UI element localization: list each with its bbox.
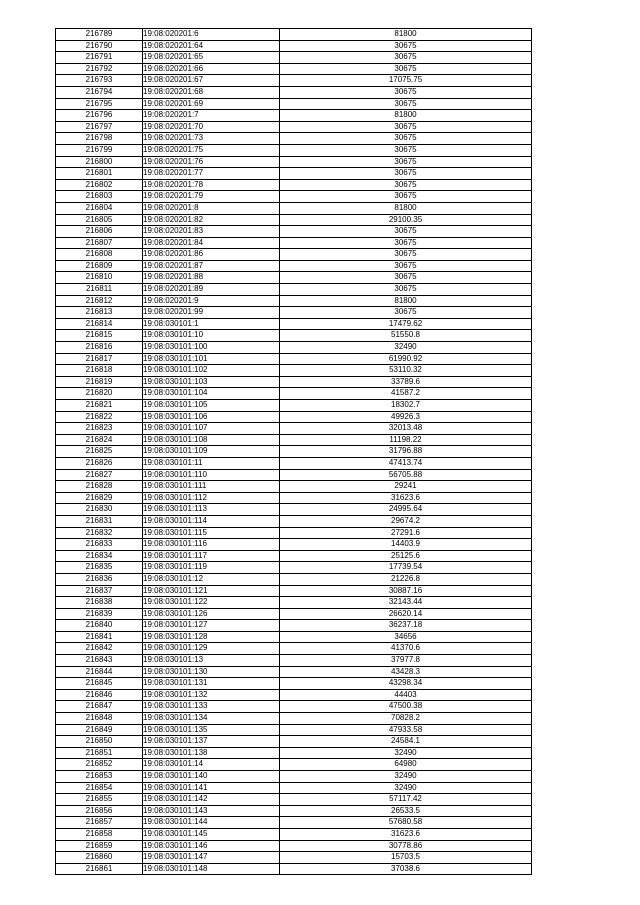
value-cell: 11198.22 [280,434,532,446]
table-row [56,423,532,435]
table-row [56,434,532,446]
row-number-cell: 216835 [56,562,143,574]
value-cell: 81800 [280,110,532,122]
table-row [56,655,532,667]
cadastral-number-cell: 19:08:030101:112 [143,492,280,504]
cadastral-number-cell: 19:08:020201:68 [143,86,280,98]
table-row [56,214,532,226]
row-number-cell: 216801 [56,168,143,180]
value-cell: 30675 [280,237,532,249]
cadastral-number-cell: 19:08:030101:115 [143,527,280,539]
cadastral-number-cell: 19:08:030101:116 [143,539,280,551]
table-row [56,457,532,469]
table-row [56,805,532,817]
value-cell: 24584.1 [280,736,532,748]
cadastral-number-cell: 19:08:030101:134 [143,713,280,725]
cadastral-number-cell: 19:08:020201:66 [143,63,280,75]
value-cell: 30675 [280,168,532,180]
cadastral-number-cell: 19:08:030101:13 [143,655,280,667]
cadastral-number-cell: 19:08:020201:84 [143,237,280,249]
table-row [56,771,532,783]
table-row [56,678,532,690]
value-cell: 30887.16 [280,585,532,597]
table-row [56,411,532,423]
value-cell: 17075.75 [280,75,532,87]
cadastral-number-cell: 19:08:020201:78 [143,179,280,191]
cadastral-number-cell: 19:08:030101:122 [143,597,280,609]
cadastral-number-cell: 19:08:030101:145 [143,828,280,840]
row-number-cell: 216859 [56,840,143,852]
cadastral-number-cell: 19:08:030101:132 [143,689,280,701]
row-number-cell: 216792 [56,63,143,75]
table-row [56,249,532,261]
table-row [56,121,532,133]
value-cell: 30675 [280,52,532,64]
value-cell: 70828.2 [280,713,532,725]
data-table [55,28,532,875]
cadastral-number-cell: 19:08:030101:1 [143,318,280,330]
row-number-cell: 216852 [56,759,143,771]
value-cell: 30675 [280,226,532,238]
row-number-cell: 216793 [56,75,143,87]
value-cell: 30675 [280,272,532,284]
value-cell: 49926.3 [280,411,532,423]
value-cell: 36237.18 [280,620,532,632]
table-row [56,75,532,87]
table-row [56,573,532,585]
row-number-cell: 216851 [56,747,143,759]
table-row [56,643,532,655]
row-number-cell: 216836 [56,573,143,585]
value-cell: 43428.3 [280,666,532,678]
table-row [56,86,532,98]
cadastral-number-cell: 19:08:030101:14 [143,759,280,771]
table-row [56,504,532,516]
row-number-cell: 216816 [56,342,143,354]
table-row [56,608,532,620]
value-cell: 53110.32 [280,365,532,377]
row-number-cell: 216818 [56,365,143,377]
value-cell: 30675 [280,121,532,133]
table-row [56,701,532,713]
table-row [56,63,532,75]
value-cell: 18302.7 [280,400,532,412]
cadastral-number-cell: 19:08:030101:144 [143,817,280,829]
table-row [56,585,532,597]
value-cell: 31623.6 [280,492,532,504]
value-cell: 21226.8 [280,573,532,585]
table-row [56,794,532,806]
row-number-cell: 216850 [56,736,143,748]
value-cell: 44403 [280,689,532,701]
row-number-cell: 216827 [56,469,143,481]
row-number-cell: 216842 [56,643,143,655]
cadastral-number-cell: 19:08:020201:99 [143,307,280,319]
table-row [56,817,532,829]
table-row [56,237,532,249]
value-cell: 26620.14 [280,608,532,620]
value-cell: 61990.92 [280,353,532,365]
row-number-cell: 216812 [56,295,143,307]
cadastral-number-cell: 19:08:030101:138 [143,747,280,759]
row-number-cell: 216831 [56,515,143,527]
row-number-cell: 216805 [56,214,143,226]
cadastral-number-cell: 19:08:030101:110 [143,469,280,481]
cadastral-number-cell: 19:08:020201:79 [143,191,280,203]
table-row [56,863,532,875]
row-number-cell: 216795 [56,98,143,110]
table-row [56,307,532,319]
value-cell: 81800 [280,202,532,214]
cadastral-number-cell: 19:08:030101:12 [143,573,280,585]
value-cell: 32013.48 [280,423,532,435]
table-row [56,840,532,852]
cadastral-number-cell: 19:08:030101:135 [143,724,280,736]
cadastral-number-cell: 19:08:030101:130 [143,666,280,678]
table-row [56,388,532,400]
table-row [56,353,532,365]
table-row [56,782,532,794]
table-row [56,400,532,412]
table-row [56,562,532,574]
row-number-cell: 216814 [56,318,143,330]
table-row [56,689,532,701]
row-number-cell: 216837 [56,585,143,597]
value-cell: 30675 [280,191,532,203]
value-cell: 30675 [280,179,532,191]
table-row [56,539,532,551]
row-number-cell: 216834 [56,550,143,562]
value-cell: 41587.2 [280,388,532,400]
value-cell: 33789.6 [280,376,532,388]
table-row [56,226,532,238]
cadastral-number-cell: 19:08:030101:102 [143,365,280,377]
cadastral-number-cell: 19:08:030101:146 [143,840,280,852]
row-number-cell: 216813 [56,307,143,319]
table-row [56,318,532,330]
table-row [56,110,532,122]
value-cell: 30778.86 [280,840,532,852]
table-row [56,852,532,864]
row-number-cell: 216815 [56,330,143,342]
value-cell: 31623.6 [280,828,532,840]
cadastral-number-cell: 19:08:030101:140 [143,771,280,783]
row-number-cell: 216803 [56,191,143,203]
cadastral-number-cell: 19:08:030101:108 [143,434,280,446]
row-number-cell: 216846 [56,689,143,701]
cadastral-number-cell: 19:08:030101:142 [143,794,280,806]
cadastral-number-cell: 19:08:020201:77 [143,168,280,180]
row-number-cell: 216810 [56,272,143,284]
row-number-cell: 216821 [56,400,143,412]
value-cell: 51550.8 [280,330,532,342]
row-number-cell: 216800 [56,156,143,168]
table-row [56,469,532,481]
row-number-cell: 216802 [56,179,143,191]
row-number-cell: 216789 [56,29,143,41]
table-row [56,284,532,296]
table-row [56,620,532,632]
row-number-cell: 216824 [56,434,143,446]
row-number-cell: 216849 [56,724,143,736]
value-cell: 14403.9 [280,539,532,551]
cadastral-number-cell: 19:08:030101:147 [143,852,280,864]
row-number-cell: 216825 [56,446,143,458]
cadastral-number-cell: 19:08:030101:148 [143,863,280,875]
cadastral-number-cell: 19:08:030101:129 [143,643,280,655]
value-cell: 26533.5 [280,805,532,817]
row-number-cell: 216806 [56,226,143,238]
cadastral-number-cell: 19:08:030101:111 [143,481,280,493]
cadastral-number-cell: 19:08:020201:89 [143,284,280,296]
row-number-cell: 216822 [56,411,143,423]
value-cell: 24995.64 [280,504,532,516]
table-row [56,168,532,180]
cadastral-number-cell: 19:08:030101:119 [143,562,280,574]
row-number-cell: 216838 [56,597,143,609]
row-number-cell: 216848 [56,713,143,725]
row-number-cell: 216832 [56,527,143,539]
cadastral-number-cell: 19:08:020201:6 [143,29,280,41]
table-row [56,133,532,145]
value-cell: 29674.2 [280,515,532,527]
value-cell: 30675 [280,98,532,110]
cadastral-number-cell: 19:08:020201:69 [143,98,280,110]
table-row [56,828,532,840]
value-cell: 30675 [280,307,532,319]
row-number-cell: 216845 [56,678,143,690]
row-number-cell: 216804 [56,202,143,214]
table-body [56,29,532,875]
row-number-cell: 216791 [56,52,143,64]
row-number-cell: 216833 [56,539,143,551]
row-number-cell: 216829 [56,492,143,504]
value-cell: 37038.6 [280,863,532,875]
value-cell: 41370.6 [280,643,532,655]
cadastral-number-cell: 19:08:030101:133 [143,701,280,713]
cadastral-number-cell: 19:08:030101:105 [143,400,280,412]
cadastral-number-cell: 19:08:020201:86 [143,249,280,261]
table-row [56,29,532,41]
table-row [56,330,532,342]
row-number-cell: 216847 [56,701,143,713]
value-cell: 81800 [280,29,532,41]
row-number-cell: 216796 [56,110,143,122]
table-row [56,52,532,64]
cadastral-number-cell: 19:08:020201:9 [143,295,280,307]
cadastral-number-cell: 19:08:030101:107 [143,423,280,435]
cadastral-number-cell: 19:08:030101:126 [143,608,280,620]
value-cell: 25125.6 [280,550,532,562]
value-cell: 34656 [280,631,532,643]
value-cell: 17479.62 [280,318,532,330]
value-cell: 30675 [280,284,532,296]
value-cell: 32490 [280,747,532,759]
cadastral-number-cell: 19:08:030101:117 [143,550,280,562]
cadastral-number-cell: 19:08:030101:143 [143,805,280,817]
cadastral-number-cell: 19:08:030101:113 [143,504,280,516]
row-number-cell: 216854 [56,782,143,794]
cadastral-number-cell: 19:08:030101:104 [143,388,280,400]
cadastral-number-cell: 19:08:020201:82 [143,214,280,226]
value-cell: 30675 [280,40,532,52]
cadastral-number-cell: 19:08:030101:131 [143,678,280,690]
row-number-cell: 216830 [56,504,143,516]
cadastral-number-cell: 19:08:030101:11 [143,457,280,469]
row-number-cell: 216860 [56,852,143,864]
value-cell: 30675 [280,260,532,272]
table-row [56,631,532,643]
value-cell: 43298.34 [280,678,532,690]
table-row [56,342,532,354]
value-cell: 30675 [280,133,532,145]
table-row [56,40,532,52]
row-number-cell: 216808 [56,249,143,261]
cadastral-number-cell: 19:08:030101:103 [143,376,280,388]
row-number-cell: 216826 [56,457,143,469]
row-number-cell: 216855 [56,794,143,806]
table-row [56,747,532,759]
row-number-cell: 216841 [56,631,143,643]
table-row [56,736,532,748]
value-cell: 30675 [280,86,532,98]
value-cell: 47933.58 [280,724,532,736]
cadastral-number-cell: 19:08:030101:121 [143,585,280,597]
value-cell: 30675 [280,63,532,75]
value-cell: 30675 [280,156,532,168]
value-cell: 56705.88 [280,469,532,481]
row-number-cell: 216811 [56,284,143,296]
value-cell: 32490 [280,342,532,354]
value-cell: 57117.42 [280,794,532,806]
cadastral-number-cell: 19:08:030101:137 [143,736,280,748]
cadastral-number-cell: 19:08:020201:75 [143,144,280,156]
value-cell: 32490 [280,771,532,783]
cadastral-number-cell: 19:08:020201:65 [143,52,280,64]
cadastral-number-cell: 19:08:030101:114 [143,515,280,527]
table-row [56,144,532,156]
row-number-cell: 216817 [56,353,143,365]
value-cell: 31796.88 [280,446,532,458]
row-number-cell: 216858 [56,828,143,840]
cadastral-number-cell: 19:08:030101:101 [143,353,280,365]
cadastral-number-cell: 19:08:030101:10 [143,330,280,342]
row-number-cell: 216790 [56,40,143,52]
cadastral-number-cell: 19:08:020201:83 [143,226,280,238]
value-cell: 30675 [280,249,532,261]
row-number-cell: 216809 [56,260,143,272]
row-number-cell: 216820 [56,388,143,400]
table-row [56,713,532,725]
table-row [56,191,532,203]
row-number-cell: 216843 [56,655,143,667]
cadastral-number-cell: 19:08:020201:73 [143,133,280,145]
value-cell: 17739.54 [280,562,532,574]
table-row [56,759,532,771]
table-row [56,481,532,493]
row-number-cell: 216797 [56,121,143,133]
row-number-cell: 216839 [56,608,143,620]
table-row [56,527,532,539]
table-row [56,202,532,214]
table-row [56,98,532,110]
row-number-cell: 216798 [56,133,143,145]
cadastral-number-cell: 19:08:030101:109 [143,446,280,458]
table-row [56,492,532,504]
table-row [56,376,532,388]
value-cell: 81800 [280,295,532,307]
row-number-cell: 216823 [56,423,143,435]
value-cell: 29100.35 [280,214,532,226]
cadastral-number-cell: 19:08:020201:88 [143,272,280,284]
row-number-cell: 216794 [56,86,143,98]
row-number-cell: 216853 [56,771,143,783]
value-cell: 29241 [280,481,532,493]
row-number-cell: 216861 [56,863,143,875]
row-number-cell: 216828 [56,481,143,493]
value-cell: 64980 [280,759,532,771]
cadastral-number-cell: 19:08:020201:76 [143,156,280,168]
value-cell: 32143.44 [280,597,532,609]
row-number-cell: 216856 [56,805,143,817]
table-row [56,295,532,307]
table-row [56,597,532,609]
value-cell: 30675 [280,144,532,156]
value-cell: 57680.58 [280,817,532,829]
row-number-cell: 216844 [56,666,143,678]
value-cell: 15703.5 [280,852,532,864]
value-cell: 37977.8 [280,655,532,667]
cadastral-number-cell: 19:08:020201:67 [143,75,280,87]
cadastral-number-cell: 19:08:030101:100 [143,342,280,354]
table-row [56,550,532,562]
row-number-cell: 216807 [56,237,143,249]
value-cell: 47500.38 [280,701,532,713]
cadastral-number-cell: 19:08:020201:87 [143,260,280,272]
table-row [56,515,532,527]
table-row [56,260,532,272]
row-number-cell: 216799 [56,144,143,156]
table-row [56,365,532,377]
table-row [56,179,532,191]
row-number-cell: 216819 [56,376,143,388]
table-row [56,666,532,678]
row-number-cell: 216857 [56,817,143,829]
table-row [56,724,532,736]
value-cell: 27291.6 [280,527,532,539]
row-number-cell: 216840 [56,620,143,632]
cadastral-number-cell: 19:08:030101:141 [143,782,280,794]
cadastral-number-cell: 19:08:030101:106 [143,411,280,423]
table-row [56,272,532,284]
table-row [56,156,532,168]
cadastral-number-cell: 19:08:030101:127 [143,620,280,632]
cadastral-number-cell: 19:08:020201:64 [143,40,280,52]
cadastral-number-cell: 19:08:020201:70 [143,121,280,133]
cadastral-number-cell: 19:08:020201:7 [143,110,280,122]
value-cell: 32490 [280,782,532,794]
cadastral-number-cell: 19:08:030101:128 [143,631,280,643]
table-row [56,446,532,458]
cadastral-number-cell: 19:08:020201:8 [143,202,280,214]
value-cell: 47413.74 [280,457,532,469]
